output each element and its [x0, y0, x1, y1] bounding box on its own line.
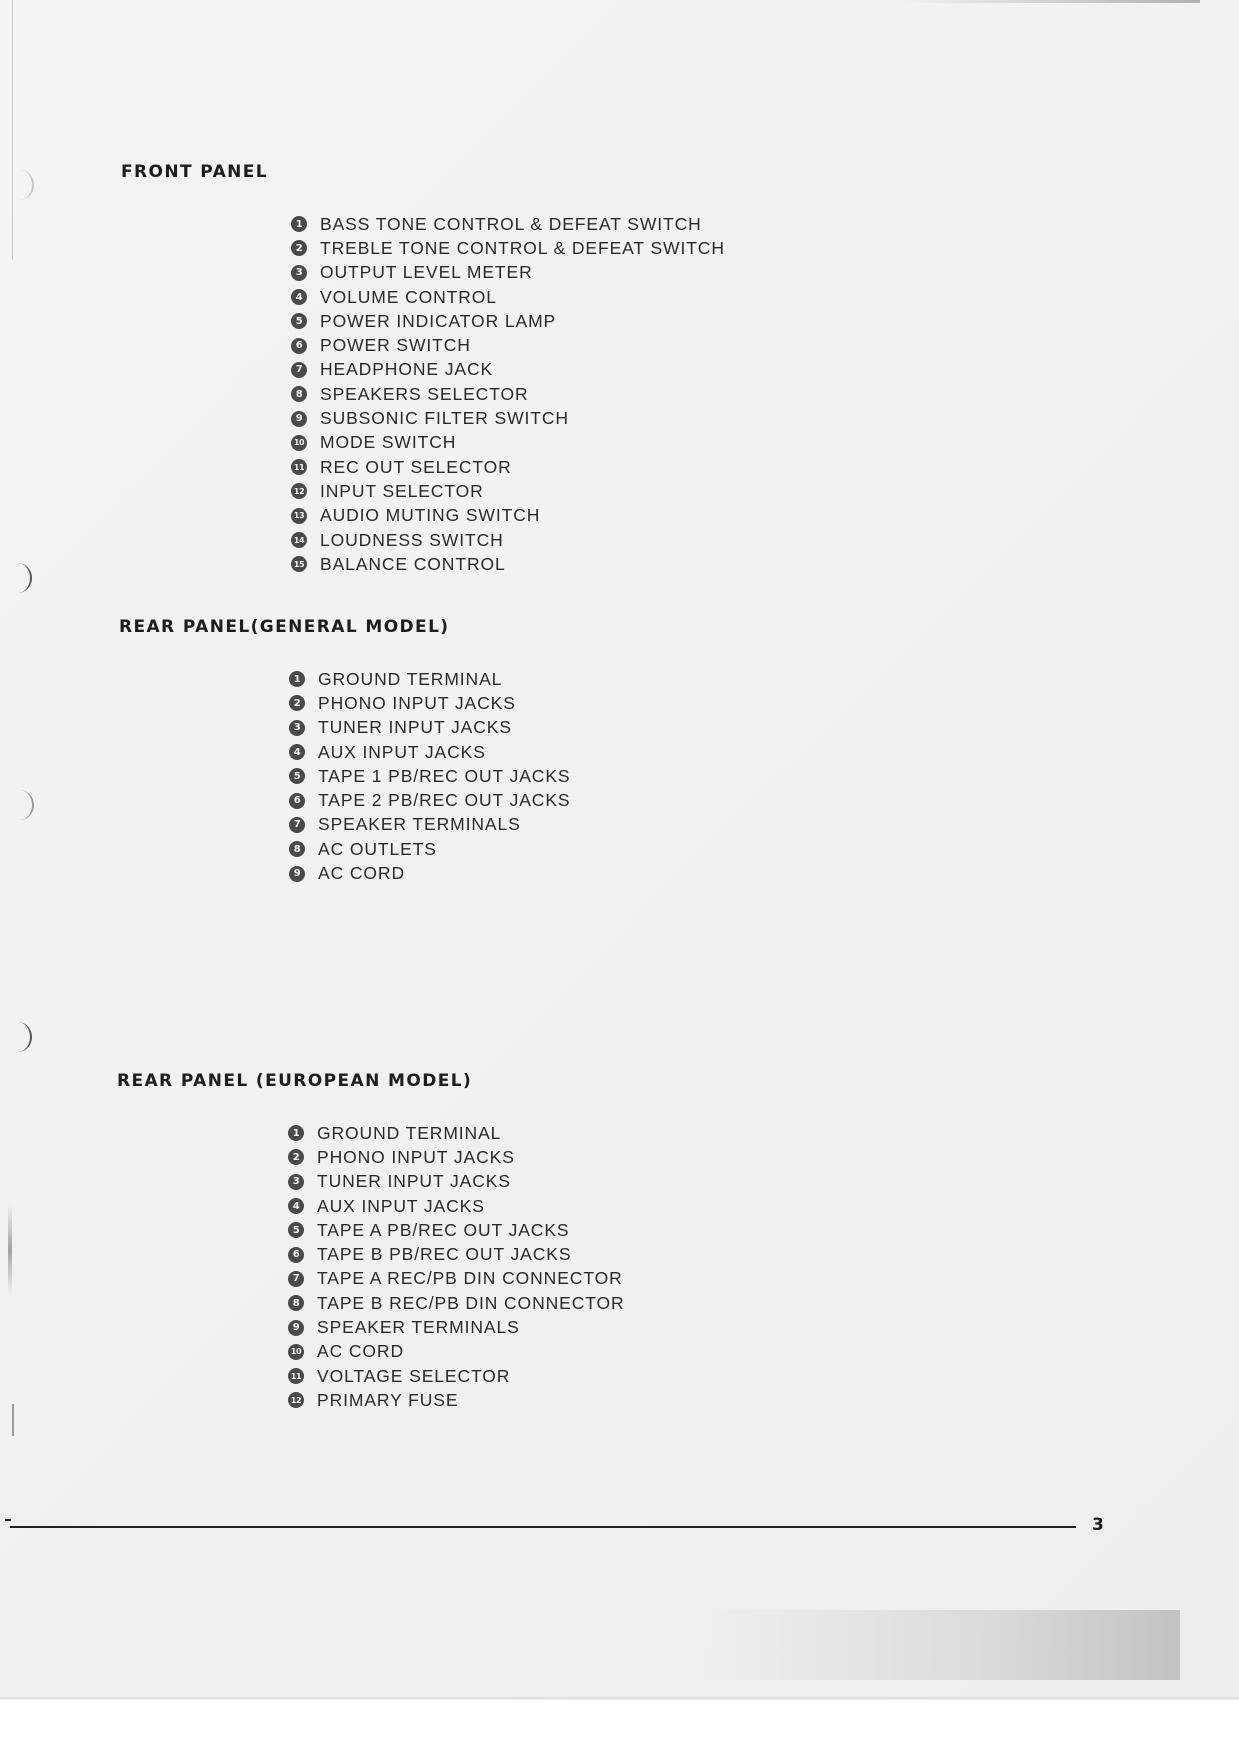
numbered-circle-icon: 2: [289, 695, 305, 711]
scan-smudge: [12, 1404, 14, 1436]
scan-edge-bottom: [0, 1697, 1239, 1699]
item-label: TAPE A PB/REC OUT JACKS: [317, 1219, 570, 1240]
numbered-circle-icon: 9: [291, 411, 307, 427]
list-item: [291, 236, 725, 260]
numbered-circle-icon: 2: [288, 1149, 304, 1165]
scan-margin-bottom: [0, 1700, 1239, 1754]
item-label: TAPE B REC/PB DIN CONNECTOR: [317, 1292, 625, 1313]
list-item: [291, 455, 725, 479]
list-item: [288, 1170, 625, 1194]
item-label: BASS TONE CONTROL & DEFEAT SWITCH: [320, 213, 702, 234]
numbered-circle-icon: 12: [291, 483, 307, 499]
list-item: [291, 382, 725, 406]
numbered-circle-icon: 7: [289, 817, 305, 833]
item-label: TAPE 1 PB/REC OUT JACKS: [318, 765, 571, 786]
item-label: TAPE 2 PB/REC OUT JACKS: [318, 790, 571, 811]
list-item: [288, 1340, 625, 1364]
scan-smudge: [8, 1205, 12, 1295]
item-label: AUDIO MUTING SWITCH: [320, 505, 541, 526]
list-item: [291, 212, 725, 236]
numbered-circle-icon: 8: [288, 1295, 304, 1311]
list-item: [288, 1194, 625, 1218]
item-label: POWER SWITCH: [320, 335, 471, 356]
list-item: [289, 716, 570, 740]
numbered-circle-icon: 5: [289, 768, 305, 784]
list-item: [289, 740, 570, 764]
item-label: AUX INPUT JACKS: [318, 741, 486, 762]
list-item: [288, 1388, 625, 1412]
list-item: [291, 406, 725, 430]
list-item: [288, 1315, 625, 1339]
item-label: AC OUTLETS: [318, 838, 437, 859]
numbered-circle-icon: 6: [291, 338, 307, 354]
item-label: SUBSONIC FILTER SWITCH: [320, 408, 569, 429]
numbered-circle-icon: 13: [291, 508, 307, 524]
item-label: SPEAKER TERMINALS: [317, 1317, 520, 1338]
numbered-circle-icon: 6: [288, 1247, 304, 1263]
list-item: [291, 479, 725, 503]
numbered-circle-icon: 3: [288, 1174, 304, 1190]
list-item: [288, 1121, 625, 1145]
scan-shadow: [700, 1610, 1180, 1680]
list-item: [291, 285, 725, 309]
list-item: [288, 1242, 625, 1266]
item-label: PHONO INPUT JACKS: [317, 1146, 515, 1167]
binder-hole-mark: [6, 790, 34, 820]
item-label: PRIMARY FUSE: [317, 1389, 459, 1410]
front-panel-heading: FRONT PANEL: [121, 162, 269, 182]
list-item: [289, 667, 570, 691]
scan-edge-left: [12, 0, 13, 260]
numbered-circle-icon: 1: [291, 216, 307, 232]
list-item: [289, 691, 570, 715]
list-item: [289, 837, 570, 861]
numbered-circle-icon: 5: [288, 1222, 304, 1238]
numbered-circle-icon: 2: [291, 240, 307, 256]
item-label: OUTPUT LEVEL METER: [320, 262, 533, 283]
binder-hole-mark: [6, 170, 34, 200]
item-label: TAPE A REC/PB DIN CONNECTOR: [317, 1268, 623, 1289]
item-label: AUX INPUT JACKS: [317, 1195, 485, 1216]
numbered-circle-icon: 4: [291, 289, 307, 305]
list-item: [291, 358, 725, 382]
list-item: [291, 504, 725, 528]
numbered-circle-icon: 4: [288, 1198, 304, 1214]
list-item: [289, 813, 570, 837]
footer-rule: [10, 1526, 1076, 1528]
list-item: [289, 861, 570, 885]
numbered-circle-icon: 8: [291, 386, 307, 402]
list-item: [291, 261, 725, 285]
numbered-circle-icon: 9: [288, 1320, 304, 1336]
rear-panel-european-heading: REAR PANEL (EUROPEAN MODEL): [117, 1071, 473, 1091]
item-label: REC OUT SELECTOR: [320, 456, 512, 477]
numbered-circle-icon: 3: [291, 265, 307, 281]
list-item: [289, 764, 570, 788]
list-item: [291, 333, 725, 357]
item-label: SPEAKER TERMINALS: [318, 814, 521, 835]
item-label: GROUND TERMINAL: [318, 668, 503, 689]
numbered-circle-icon: 1: [288, 1125, 304, 1141]
list-item: [288, 1364, 625, 1388]
list-item: [291, 309, 725, 333]
item-label: AC CORD: [317, 1341, 404, 1362]
numbered-circle-icon: 9: [289, 866, 305, 882]
numbered-circle-icon: 1: [289, 671, 305, 687]
numbered-circle-icon: 12: [288, 1392, 304, 1408]
numbered-circle-icon: 4: [289, 744, 305, 760]
item-label: AC CORD: [318, 863, 405, 884]
list-item: [288, 1267, 625, 1291]
rear-panel-general-list: [289, 667, 570, 886]
rear-panel-european-list: [288, 1121, 625, 1413]
numbered-circle-icon: 14: [291, 532, 307, 548]
front-panel-list: [291, 212, 725, 576]
list-item: [291, 528, 725, 552]
numbered-circle-icon: 3: [289, 720, 305, 736]
footer-tick: [5, 1519, 11, 1521]
item-label: TAPE B PB/REC OUT JACKS: [317, 1244, 572, 1265]
item-label: BALANCE CONTROL: [320, 553, 506, 574]
page-number: 3: [1092, 1515, 1104, 1535]
numbered-circle-icon: 7: [291, 362, 307, 378]
numbered-circle-icon: 6: [289, 793, 305, 809]
scan-edge-top: [900, 0, 1200, 3]
list-item: [288, 1218, 625, 1242]
item-label: MODE SWITCH: [320, 432, 457, 453]
item-label: GROUND TERMINAL: [317, 1122, 502, 1143]
numbered-circle-icon: 8: [289, 841, 305, 857]
item-label: TUNER INPUT JACKS: [317, 1171, 511, 1192]
numbered-circle-icon: 5: [291, 313, 307, 329]
numbered-circle-icon: 7: [288, 1271, 304, 1287]
item-label: PHONO INPUT JACKS: [318, 692, 516, 713]
item-label: INPUT SELECTOR: [320, 480, 484, 501]
item-label: VOLUME CONTROL: [320, 286, 497, 307]
list-item: [291, 431, 725, 455]
item-label: VOLTAGE SELECTOR: [317, 1365, 511, 1386]
binder-hole-mark: [4, 563, 32, 593]
list-item: [289, 788, 570, 812]
numbered-circle-icon: 10: [288, 1344, 304, 1360]
list-item: [288, 1145, 625, 1169]
item-label: HEADPHONE JACK: [320, 359, 494, 380]
item-label: TREBLE TONE CONTROL & DEFEAT SWITCH: [320, 237, 725, 258]
rear-panel-general-heading: REAR PANEL(GENERAL MODEL): [119, 617, 450, 637]
numbered-circle-icon: 11: [291, 459, 307, 475]
item-label: TUNER INPUT JACKS: [318, 717, 512, 738]
list-item: [288, 1291, 625, 1315]
numbered-circle-icon: 10: [291, 435, 307, 451]
item-label: LOUDNESS SWITCH: [320, 529, 504, 550]
item-label: POWER INDICATOR LAMP: [320, 310, 557, 331]
numbered-circle-icon: 11: [288, 1368, 304, 1384]
item-label: SPEAKERS SELECTOR: [320, 383, 529, 404]
numbered-circle-icon: 15: [291, 556, 307, 572]
list-item: [291, 552, 725, 576]
binder-hole-mark: [4, 1022, 32, 1052]
